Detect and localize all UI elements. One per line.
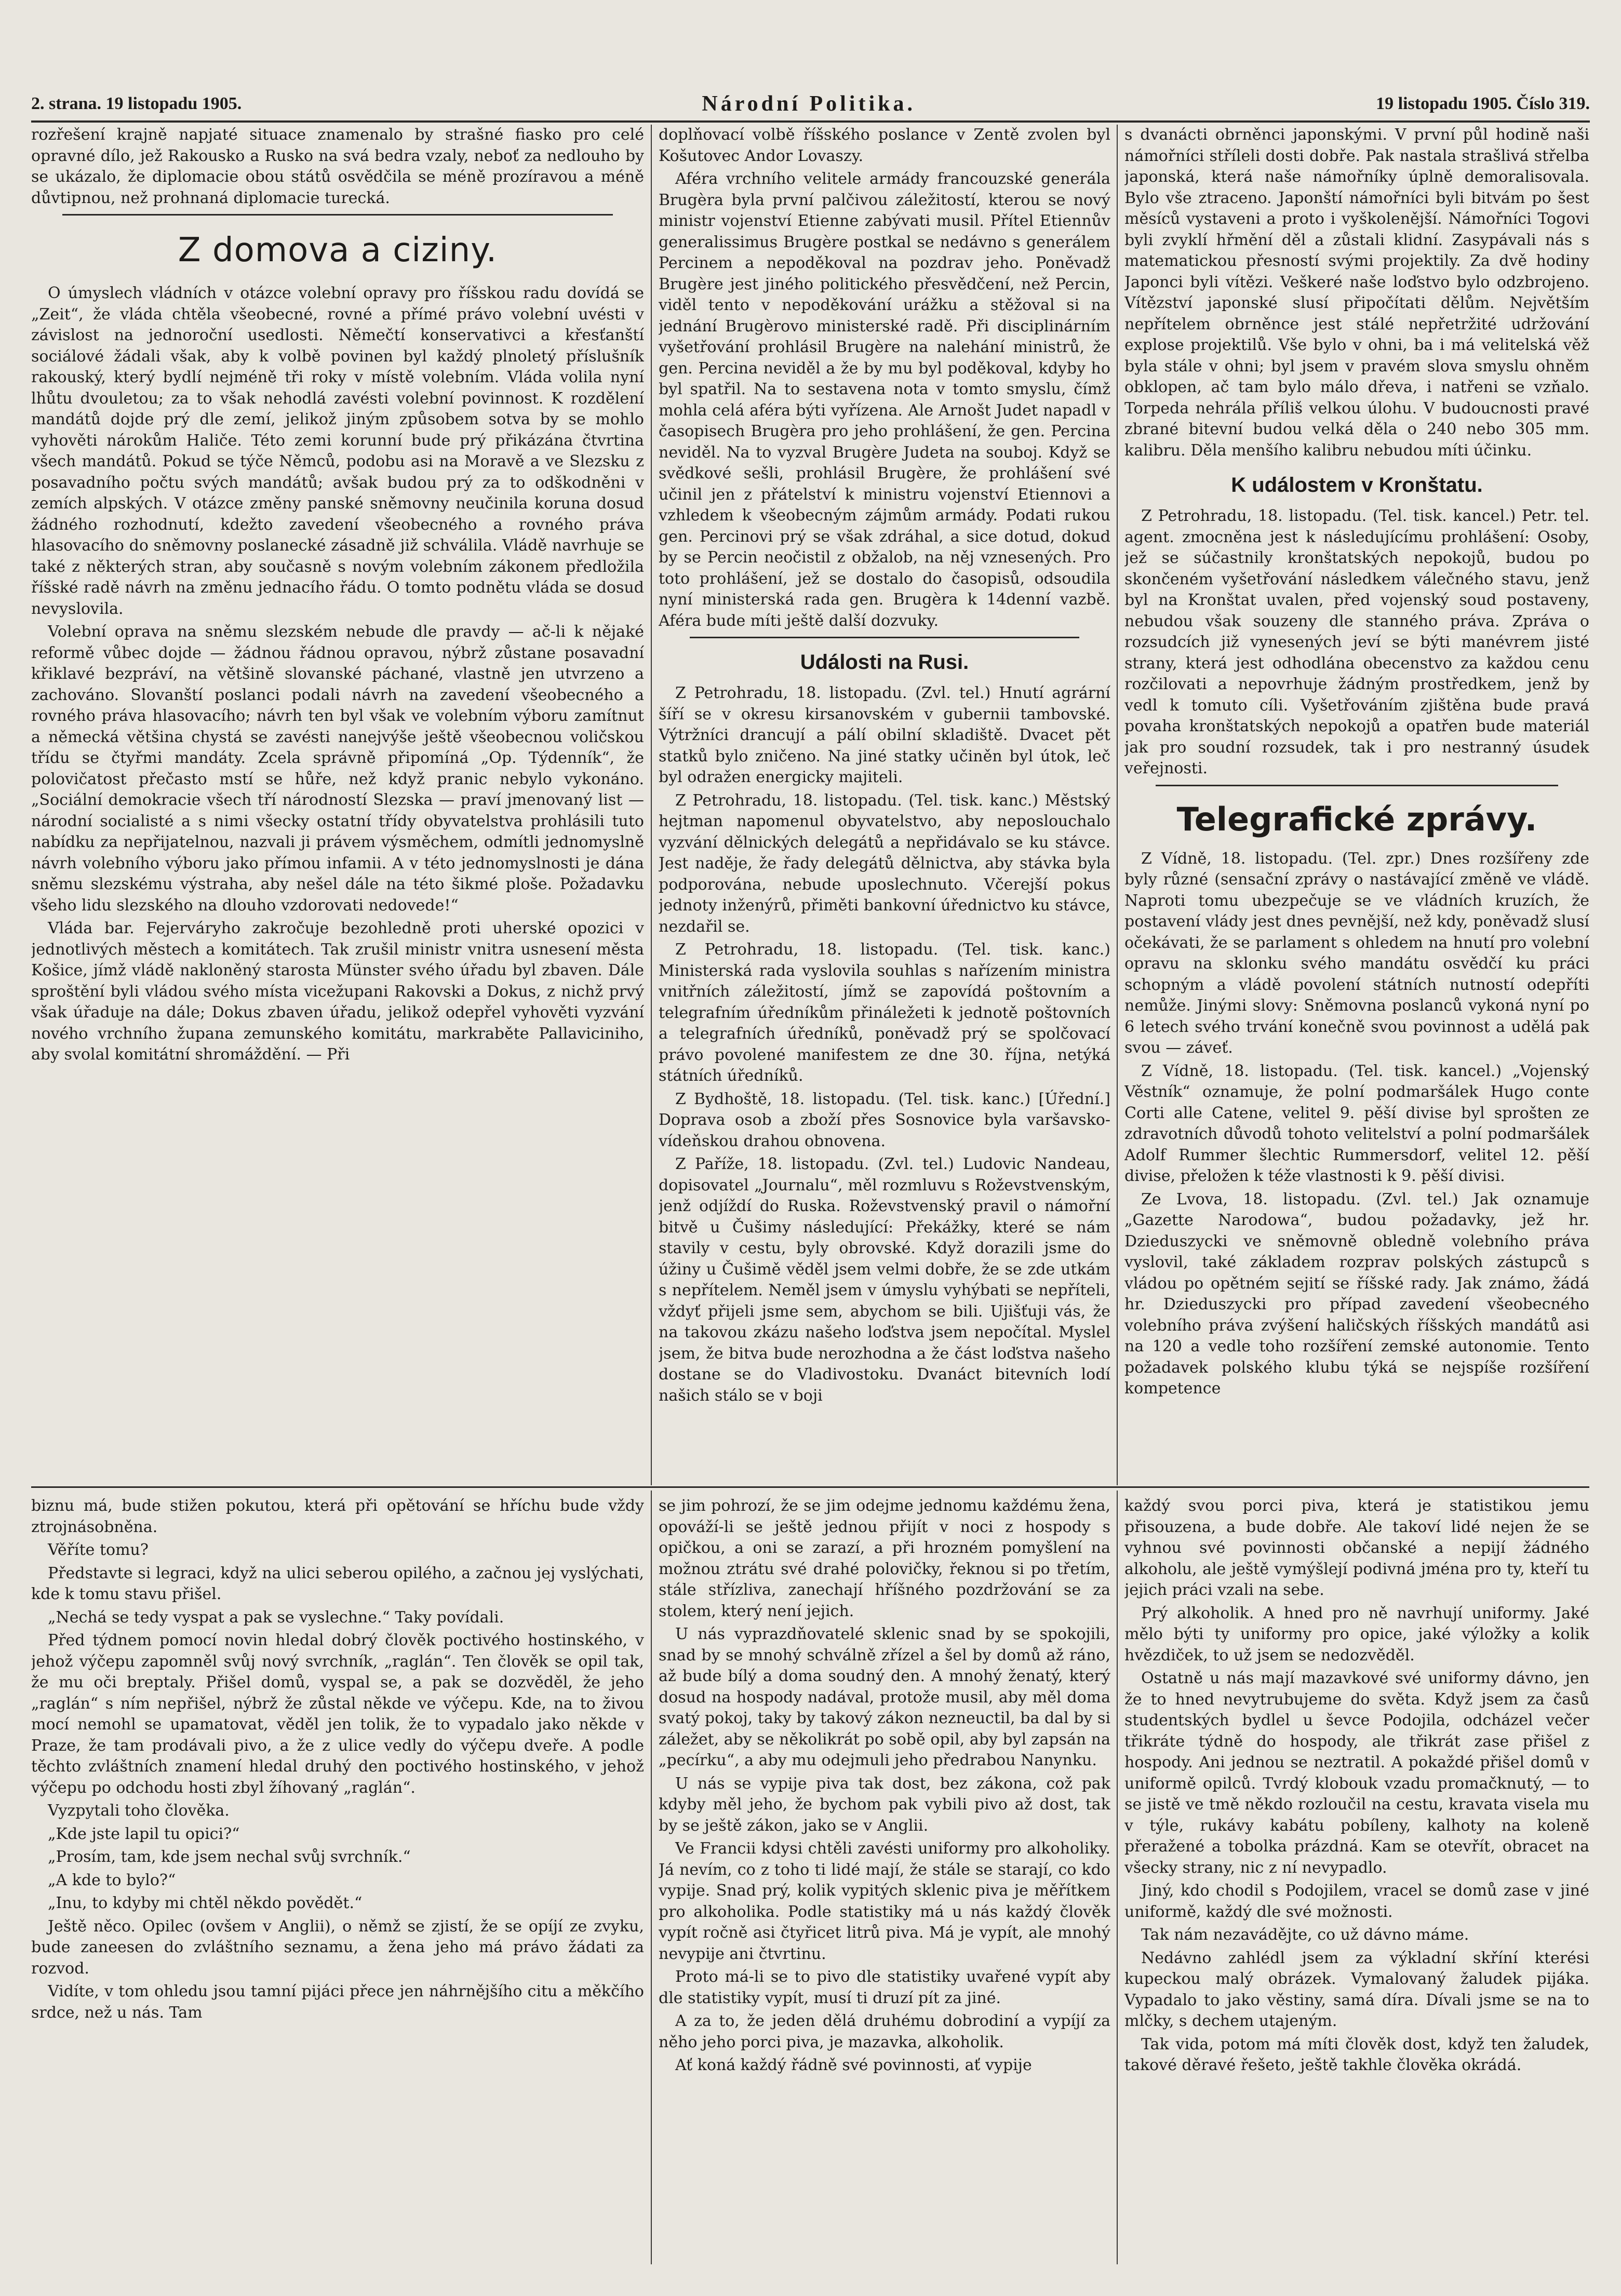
feuilleton-paragraph: „Prosím, tam, kde jsem nechal svůj svrchník.“ xyxy=(48,1848,411,1866)
newspaper-title: Národní Politika. xyxy=(702,92,916,116)
feuilleton-paragraph: U nás se vypije piva tak dost, bez zákona, což pak kdyby měl jeho, že bychom pak vybili pivo až dost, tak by se ještě zákon, jako se v Anglii. xyxy=(659,1774,1110,1835)
article-continuation: s dvanácti obrněnci japonskými. V první půl hodině naši námořníci stříleli dosti dobře. Pak nastala strašlivá střelba japonská, která naše námořníky úplně demoralisovala. Bylo vše ztraceno. Japonští námořníci byli bitvám po šest měsíců vystaveni a proto i vyškolenější. Námořníci Togovi byli zvyklí hřmění děl a zůstali klidní. Zasypávali nás s matematickou přesností svými projektily. Za dvě hodiny Japonci byli vítězi. Veškeré naše loďstvo bylo odzbrojeno. Vítězství japonské slusí připočítati dělům. Největším nepřítelem obrněnce jest stálé nepřetržité udržování explose projektilů. Vše bylo v ohni, ba i má velitelská věž byla stále v ohni; byl jsem v pravém slova smyslu ohněm obklopen, ač tam bylo málo dřeva, i natřeni se vzňalo. Torpeda nehrála příliš velkou úlohu. V budoucnosti pravé zbrané bitevní budou velká děla o 240 nebo 305 mm. kalibru. Děla menšího kalibru nebudou míti účinku. xyxy=(1124,126,1589,460)
feuilleton-paragraph: Tak vida, potom má míti člověk dost, když ten žaludek, takové děravé řešeto, ještě takhle člověka okrádá. xyxy=(1124,2035,1589,2074)
section-rule xyxy=(1156,785,1558,786)
feuilleton-paragraph: Ve Francii kdysi chtěli zavésti uniformy pro alkoholiky. Já nevím, co z toho ti lidé mají, že stále se starají, co kdo vypije. Snad prý, kolik vypitých sklenic piva je měřítkem pro alkoholika. Podle statistiky má u nás každý člověk vypít ročně asi čtyřicet litrů piva. Má je vypít, ale mnohý nevypije ani čtvrtinu. xyxy=(659,1840,1110,1963)
column-divider xyxy=(1117,125,1118,1485)
column-bottom-1 xyxy=(31,1496,644,2264)
feuilleton-paragraph: každý svou porci piva, která je statistikou jemu přisouzena, a bude dobře. Ale takoví lidé nejen že se vyhnou své povinnosti občanské a nepijí žádného alkoholu, ale ještě vymýšlejí podivná jména pro ty, kteří tu jejich práci vzali na sebe. xyxy=(1124,1497,1589,1599)
column-top-3 xyxy=(1124,125,1589,1485)
news-item: Z Petrohradu, 18. listopadu. (Zvl. tel.) Hnutí agrární šíří se v okresu kirsanovském v gubernii tambovské. Výtržníci drancují a pálí obilní skladiště. Dvacet pět statků bylo zničeno. Na jiné statky učiněn byl útok, leč byl odražen energicky majiteli. xyxy=(659,684,1110,786)
section-heading-kronstadt: K událostem v Kronštatu. xyxy=(1231,474,1483,496)
feuilleton-paragraph: „Kde jste lapil tu opici?“ xyxy=(48,1824,240,1843)
article-paragraph: O úmyslech vládních v otázce volební opravy pro říšskou radu dovídá se „Zeit“, že vláda chtěla všeobecné, rovné a přímé právo volební uvésti v závislost na jednoroční usedlosti. Němečtí konservativci a křesťanští sociálové žádali však, aby k volbě povinen byl každý plnoletý příslušník rakouský, který bydlí nejméně tři roky v místě volebním. Vláda volila nyní lhůtu dvouletou; za to však nehodlá zavésti volební povinnost. K rozdělení mandátů dojde prý dle zemí, jelikož jiným způsobem sotva by se mohlo vyhověti nárokům Haliče. Této zemi korunní bude prý přikázána čtvrtina všech mandátů. Pokud se týče Němců, podobu asi na Moravě a ve Slezsku z posavadního počtu svých mandátů; avšak budou prý za to odškodněni v zemích alpských. V otázce změny panské sněmovny neučinila koruna dosud žádného rozhodnutí, kdežto zavedení všeobecného a rovného práva hlasovacího do sněmovny poslanecké zásadně již schválila. Vládě navrhuje se také z některých stran, aby současně s novým volebním zákonem předložila říšské radě návrh na změnu jednacího řádu. O tomto podnětu vláda se dosud nevyslovila. xyxy=(31,284,644,618)
column-top-2 xyxy=(659,125,1110,1485)
section-rule xyxy=(62,214,613,216)
column-divider xyxy=(651,125,652,1485)
article-paragraph: Volební oprava na sněmu slezském nebude dle pravdy — ač-li k nějaké reformě vůbec dojde — žádnou řádnou opravou, nýbrž zůstane posavadní křiklavé bezpráví, na většině slovanské páchané, vlastně jen utvrzeno a zachováno. Slovanští poslanci podali návrh na zavedení všeobecného a rovného práva hlasovacího; návrh ten byl však ve volebním výboru zamítnut a německá většina chystá se zavésti nanejvýše ještě všeobecnou voličskou třídu se čtyřmi mandáty. Zcela správně připomíná „Op. Týdenník“, že polovičatost přečasto mstí se hůře, než když pranic nebylo vykonáno. „Sociální demokracie všech tří národností Slezska — praví jmenovaný list — národní socialisté a s nimi všecky ostatní třídy obyvatelstva prohlásili tuto nabídku za nepřijatelnou, nazvali ji právem výsměchem, odmítli jednomyslně návrh volebního výboru jako přímou infamii. A v této jednomyslnosti je dána sněmu slezskému výstraha, aby nešel dále na této šikmé ploše. Požadavku všeho lidu slezského na dlouho vzdorovati nedovede!“ xyxy=(31,623,644,915)
news-item: Z Bydhoště, 18. listopadu. (Tel. tisk. kanc.) [Úřední.] Doprava osob a zboží přes Sosnovice byla varšavsko-vídeňskou drahou obnovena. xyxy=(659,1090,1110,1150)
feuilleton-paragraph: Vidíte, v tom ohledu jsou tamní pijáci přece jen náhrnějšího citu a měkčího srdce, než u nás. Tam xyxy=(31,1982,644,2022)
feuilleton-paragraph: Ostatně u nás mají mazavkové své uniformy dávno, jen že to hned nevytrubujeme do světa. Když jsem za časů studentských bydlel u ševce Podojila, odcházel večer třikráte týdně do hospody, ale třikrát zase přišel z hospody. Ani jednou se neztratil. A pokaždé přišel domů v uniformě opilců. Tvrdý klobouk vzadu promačknutý, — to se jistě ve tmě někdo rozloučil na cestu, kravata visela mu v týle, rukávy kabátu pobíleny, kalhoty na koleně přeražené a tobolka prázdná. Kam se otevřít, obracet na všecky strany, nic z ní nevypadlo. xyxy=(1124,1669,1589,1877)
section-heading-telegrams: Telegrafické zprávy. xyxy=(1176,800,1537,838)
news-item: Z Petrohradu, 18. listopadu. (Tel. tisk. kanc.) Ministerská rada vyslovila souhlas s nařízením ministra vnitřních záležitostí, jímž se zapovídá poštovním a telegrafním úředníkům přináležeti k jednotě poštovních a telegrafních úředníků, poněvadž prý se spolčovací právo povolené manifestem ze dne 30. října, netýká státních úředníků. xyxy=(659,941,1110,1085)
news-item: Z Paříže, 18. listopadu. (Zvl. tel.) Ludovic Nandeau, dopisovatel „Journalu“, měl rozmluvu s Roževstvenským, jenž odjíždí do Ruska. Roževstvenský pravil o námořní bitvě u Čušimy následující: Překážky, které se nám stavily v cestu, byly obrovské. Když dorazili jsme do úžiny u Čušimě věděl jsem velmi dobře, že se zde utkám s nepřítelem. Neměl jsem v úmyslu vyhýbati se nepříteli, vždyť přijeli jsme sem, abychom se bili. Ujišťuji vás, že na takovou zkázu našeho loďstva jsem nepočítal. Myslel jsem, že bitva bude nerozhodna a že část loďstva našeho dostane se do Vladivostoku. Dvanáct bitevních lodí našich stálo se v boji xyxy=(659,1155,1110,1405)
feuilleton-paragraph: Ať koná každý řádně své povinnosti, ať vypije xyxy=(675,2056,1032,2074)
article-paragraph: doplňovací volbě říšského poslance v Zentě zvolen byl Košutovec Andor Lovaszy. xyxy=(659,126,1110,165)
news-item: Z Vídně, 18. listopadu. (Tel. zpr.) Dnes rozšířeny zde byly různé (sensační zprávy o nastávající změně ve vládě. Naproti tomu ubezpečuje se ve vládních kruzích, že postavení vlády jest dnes pevnější, než kdy, poněvadž slusí očekávati, že se parlament s ohledem na hnutí pro volební opravu na sklonku svého mandátu osvědčí ku práci schopným a vládě povolení státních nutností odepříti nemůže. Jinými slovy: Sněmovna poslanců vykoná nyní po 6 letech svého trvání konečně svou povinnost a udělá pak svou — záveť. xyxy=(1124,849,1589,1057)
feuilleton-paragraph: biznu má, bude stižen pokutou, která při opětování se hříchu bude vždy ztrojnásobněna. xyxy=(31,1497,644,1536)
feuilleton-paragraph: U nás vyprazdňovatelé sklenic snad by se spokojili, snad by se mnohý schválně zřízel a šel by domů až ráno, až bude bílý a doma soudný den. A mnohý ženatý, který dosud na hospody nadával, protože musil, aby měl doma svatý pokoj, taky by takový zákon nezneuctil, ba dal by si záležet, aby se několikrát po sobě opil, aby byl zapsán na „pecírku“, a aby mu odejmuli jeho předrabou Nanynku. xyxy=(659,1625,1110,1769)
section-rule xyxy=(690,637,1079,638)
feuilleton-paragraph: Tak nám nezavádějte, co už dávno máme. xyxy=(1141,1926,1469,1944)
feuilleton-paragraph: „Inu, to kdyby mi chtěl někdo povědět.“ xyxy=(48,1894,363,1912)
feuilleton-paragraph: Prý alkoholik. A hned pro ně navrhují uniformy. Jaké mělo býti ty uniformy pro opice, jaké výložky a kolik hvězdiček, to už jsem se nedozvěděl. xyxy=(1124,1604,1589,1664)
news-item: Z Petrohradu, 18. listopadu. (Tel. tisk. kanc.) Městský hejtman napomenul obyvatelstvo, aby neposlouchalo vyzvání dělnických delegátů a nepřidávalo se ku stávce. Jest naděje, že řady delegátů dělnictva, aby stávka byla podporována, nebude uposlechnuto. Včerejší pokus jednoty inženýrů, přiměti bankovní úřednictvo ku stávce, nezdařil se. xyxy=(659,791,1110,936)
column-divider xyxy=(651,1491,652,2264)
article-paragraph: Aféra vrchního velitele armády francouzské generála Brugèra byla první palčivou záležitostí, kterou se nový ministr vojenství Etienne zabývati musil. Přítel Etiennův generalissimus Brugère postkal se nedávno s generálem Percinem a nepoděkoval na pozdrav jeho. Poněvadž Brugère jest jiného politického přesvědčení, než Percin, viděl tento v nepoděkování urážku a stěžoval si na jednání Brugèrovo ministerské radě. Při disciplinárním vyšetřování prohlásil Brugère na nalehání ministrů, že gen. Percina neviděl a že by mu byl poděkoval, kdyby ho byl spatřil. Na to sestavena nota v tomto smyslu, čímž mohla celá aféra býti vyřízena. Ale Arnošt Judet napadl v časopisech Brugèra pro jeho prohlášení, že gen. Percina neviděl. Na to vyzval Brugère Judeta na souboj. Když se svědkové sešli, prohlásil Brugère, že prohlášení své učinil jen z přátelství k ministru vojenství Etiennovi a vzhledem k všeobecným zájmům armády. Podati rukou gen. Percinovi prý se však zdráhal, a sice dotud, dokud by se Percin neočistil z obžalob, na něj vznesených. Pro toto prohlášení, jež se dostalo do časopisů, odsoudila nyní ministerská rada gen. Brugèra k 14denní vazbě. Aféra bude míti ještě další dozvuky. xyxy=(659,170,1110,630)
feuilleton-paragraph: Před týdnem pomocí novin hledal dobrý člověk poctivého hostinského, v jehož výčepu zapomněl svůj nový svrchník, „raglán“. Ten člověk se opil tak, že mu oči breptaly. Přišel domů, vyspal se, a pak se dozvěděl, že jeho „raglán“ s ním nepřišel, nýbrž že zůstal někde ve výčepu. Kde, na to živou mocí nemohl se upamatovat, věděl jen tolik, že to vypadalo jako někde v Praze, že tam prodávali pivo, a že z ulice vedly do výčepu dveře. A podle těchto zvláštních znamení hledal druhý den poctivého hostinského, v jehož výčepu po odchodu hosti zbyl žíhovaný „raglán“. xyxy=(31,1631,644,1797)
issue-date-number: 19 listopadu 1905. Číslo 319. xyxy=(1376,94,1590,113)
column-bottom-2 xyxy=(659,1496,1110,2264)
section-heading-russia: Události na Rusi. xyxy=(800,651,969,674)
feuilleton-paragraph: Nedávno zahlédl jsem za výkladní skříní kterési kupeckou malý obrázek. Vymalovaný žaludek pijáka. Vypadalo to jako věstiny, samá díra. Dívali jsme se na to mlčky, s dechem utajeným. xyxy=(1124,1949,1589,2030)
article-continuation: rozřešení krajně napjaté situace znamenalo by strašné fiasko pro celé opravné dílo, jež Rakousko a Rusko na svá bedra vzaly, neboť za nedlouho by se ukázalo, že diplomacie obou států osvědčila se méně prozíravou a méně důvtipnou, než prohnaná diplomacie turecká. xyxy=(31,126,644,207)
feuilleton-paragraph: A za to, že jeden dělá druhému dobrodiní a vypíjí za něho jeho porci piva, je mazavka, alkoholik. xyxy=(659,2012,1110,2051)
feuilleton-paragraph: Představte si legraci, když na ulici seberou opilého, a začnou jej vyslýchati, kde k tomu stavu přišel. xyxy=(31,1564,644,1603)
feuilleton-paragraph: „A kde to bylo?“ xyxy=(48,1871,176,1889)
feuilleton-paragraph: Ještě něco. Opilec (ovšem v Anglii), o němž se zjistí, že se opíjí ze zvyku, bude zaneesen do zvláštního seznamu, a žena jeho má právo žádati za rozvod. xyxy=(31,1917,644,1978)
article-paragraph: Vláda bar. Fejerváryho zakročuje bezohledně proti uherské opozici v jednotlivých městech a komitátech. Tak zrušil ministr vnitra usnesení města Košice, jímž vládě nakloněný starosta Münster svého úřadu byl zbaven. Dále sproštění byli vládou svého místa vicežupani Rakovski a Dokus, z nichž prvý však úřaduje na dále; Dokus zbaven úřadu, jelikož odepřel vyhověti vyzvání nového vrchního župana zemunského komitátu, markraběte Pallaviciniho, aby svolal komitátní shromáždění. — Při xyxy=(31,919,644,1064)
feuilleton-paragraph: Jiný, kdo chodil s Podojilem, vracel se domů zase v jiné uniformě, každý dle své možnosti. xyxy=(1124,1882,1589,1921)
feuilleton-paragraph: Věříte tomu? xyxy=(48,1541,149,1559)
page-number-date: 2. strana. 19 listopadu 1905. xyxy=(31,94,242,113)
news-item: Z Petrohradu, 18. listopadu. (Tel. tisk. kancel.) Petr. tel. agent. zmocněna jest k následujícímu prohlášení: Osoby, jež se súčastnily kronštatských nepokojů, budou po skončeném vyšetřování následkem válečného stavu, jenž byl na Kronštat uvalen, před vojenský soud postaveny, nebudou však souzeny dle stanného práva. Zpráva o rozsudcích již vynesených jeví se býti manévrem jisté strany, která jest odhodlána obecenstvo za každou cenu rozčilovati a nepovrhuje žádným prostředkem, jenž by vedl k tomuto cíli. Vyšetřováním zjištěna bude pravá povaha kronštatských nepokojů a opatřen bude materiál jak pro soudní rozsudek, tak i pro nestranný úsudek veřejnosti. xyxy=(1124,507,1589,777)
column-top-1 xyxy=(31,125,644,1485)
feuilleton-paragraph: Proto má-li se to pivo dle statistiky uvařené vypít aby dle statistiky vypít, musí ti druzí pít za jiné. xyxy=(659,1968,1110,2007)
feuilleton-paragraph: „Nechá se tedy vyspat a pak se vyslechne.“ Taky povídali. xyxy=(48,1608,504,1627)
feuilleton-paragraph: se jim pohrozí, že se jim odejme jednomu každému žena, opováží-li se ještě jednou přijít v noci z hospody s opičkou, a oni se zarazí, a při hrozném pomyšlení na možnou ztrátu své drahé polovičky, řeknou si po třetím, stále střízliva, zanechají hříšného pozdržování se za stolem, který není jejich. xyxy=(659,1497,1110,1620)
news-item: Ze Lvova, 18. listopadu. (Zvl. tel.) Jak oznamuje „Gazette Narodowa“, budou požadavky, jež hr. Dzieduszycki ve sněmovně obledně volebního práva vyslovil, také základem rozprav polských zástupců s vládou po opětném sejití se říšské rady. Jak známo, žádá hr. Dzieduszycki pro případ zavedení všeobecného volebního práva zvýšení haličských říšských mandátů asi na 120 a vedle toho rozšíření zemské autonomie. Tento požadavek polského klubu týká se nejspíše rozšíření kompetence xyxy=(1124,1190,1589,1398)
section-heading-domestic-foreign: Z domova a ciziny. xyxy=(178,231,498,270)
masthead xyxy=(31,87,1590,123)
feuilleton-paragraph: Vyzpytali toho člověka. xyxy=(48,1802,230,1820)
feuilleton-divider xyxy=(31,1486,1589,1488)
column-bottom-3 xyxy=(1124,1496,1589,2264)
column-divider xyxy=(1117,1491,1118,2264)
news-item: Z Vídně, 18. listopadu. (Tel. tisk. kancel.) „Vojenský Věstník“ oznamuje, že polní podmaršálek Hugo conte Corti alle Catene, velitel 9. pěší divise byl sprošten ze zdravotních důvodů tohoto velitelství a polní podmaršálek Adolf Rummer šlechtic Rummersdorf, velitel 12. pěší divise, přeložen k téže vlastnosti k 9. pěší divisi. xyxy=(1124,1062,1589,1185)
